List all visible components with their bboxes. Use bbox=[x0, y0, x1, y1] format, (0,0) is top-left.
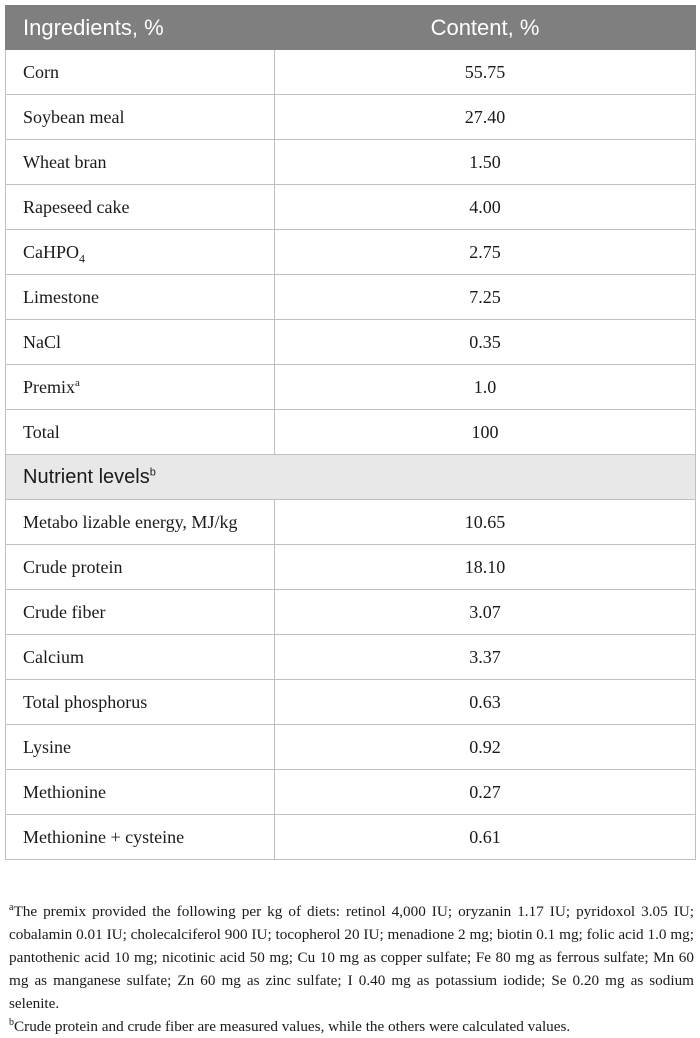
footnote-marker: b bbox=[9, 1016, 14, 1028]
footnote-text: Crude protein and crude fiber are measured values, while the others were calculated values. bbox=[14, 1018, 571, 1035]
footnote-marker: b bbox=[149, 465, 156, 478]
nutrient-value: 0.92 bbox=[275, 725, 696, 770]
ingredient-value: 0.35 bbox=[275, 320, 696, 365]
nutrient-value: 10.65 bbox=[275, 500, 696, 545]
table-row bbox=[6, 590, 696, 635]
table-row bbox=[6, 410, 696, 455]
nutrient-name: Metabo lizable energy, MJ/kg bbox=[6, 500, 275, 545]
header-ingredients: Ingredients, % bbox=[6, 6, 275, 50]
ingredient-name bbox=[6, 365, 275, 410]
ingredient-value: 7.25 bbox=[275, 275, 696, 320]
nutrient-value: 0.63 bbox=[275, 680, 696, 725]
table-row bbox=[6, 275, 696, 320]
footnote-marker: a bbox=[75, 376, 80, 389]
ingredient-value: 100 bbox=[275, 410, 696, 455]
footnote-text: The premix provided the following per kg of diets: retinol 4,000 IU; oryzanin 1.17 IU; pyridoxol 3.05 IU; cobalamin 0.01 IU; cholecalciferol 900 IU; tocopherol 20 IU; menadione 2 mg; biotin 0.1 mg; folic acid 1.0 mg; pantothenic acid 10 mg; nicotinic acid 50 mg; Cu 10 mg as copper sulfate; Fe 80 mg as ferrous sulfate; Mn 60 mg as manganese sulfate; Zn 60 mg as zinc sulfate; I 0.40 mg as potassium iodide; Se 0.20 mg as sodium selenite. bbox=[9, 903, 694, 1012]
ingredient-name: Total bbox=[6, 410, 275, 455]
ingredient-name-text: CaHPO bbox=[23, 241, 80, 262]
table-row bbox=[6, 365, 696, 410]
table-row bbox=[6, 815, 696, 860]
table-row bbox=[6, 635, 696, 680]
ingredient-value: 4.00 bbox=[275, 185, 696, 230]
table-row bbox=[6, 770, 696, 815]
nutrient-value: 3.07 bbox=[275, 590, 696, 635]
table-row bbox=[6, 500, 696, 545]
header-content: Content, % bbox=[275, 6, 696, 50]
section-header-nutrient-levels bbox=[6, 455, 696, 500]
table-row bbox=[6, 680, 696, 725]
nutrient-name: Lysine bbox=[6, 725, 275, 770]
nutrient-name: Crude fiber bbox=[6, 590, 275, 635]
footnote-b bbox=[9, 1015, 694, 1038]
nutrient-name: Methionine + cysteine bbox=[6, 815, 275, 860]
header-row bbox=[6, 6, 696, 50]
ingredient-value: 2.75 bbox=[275, 230, 696, 275]
nutrient-value: 3.37 bbox=[275, 635, 696, 680]
nutrient-value: 0.61 bbox=[275, 815, 696, 860]
table-row bbox=[6, 95, 696, 140]
ingredient-value: 27.40 bbox=[275, 95, 696, 140]
diet-composition-table bbox=[5, 5, 696, 860]
nutrient-name: Crude protein bbox=[6, 545, 275, 590]
table-row bbox=[6, 545, 696, 590]
section-label: Nutrient levels bbox=[23, 465, 150, 488]
ingredient-name bbox=[6, 230, 275, 275]
ingredient-name: Rapeseed cake bbox=[6, 185, 275, 230]
ingredient-name: Wheat bran bbox=[6, 140, 275, 185]
table-body bbox=[6, 50, 696, 860]
table-row bbox=[6, 140, 696, 185]
table-row bbox=[6, 185, 696, 230]
table-header bbox=[6, 6, 696, 50]
subscript: 4 bbox=[79, 251, 86, 266]
footnote-a bbox=[9, 900, 694, 1015]
table-row bbox=[6, 320, 696, 365]
nutrient-value: 18.10 bbox=[275, 545, 696, 590]
nutrient-name: Calcium bbox=[6, 635, 275, 680]
table-row bbox=[6, 50, 696, 95]
ingredient-value: 1.50 bbox=[275, 140, 696, 185]
table-footnotes bbox=[9, 900, 694, 1038]
table-row bbox=[6, 230, 696, 275]
nutrient-name: Total phosphorus bbox=[6, 680, 275, 725]
ingredient-name-text: Premix bbox=[23, 376, 75, 397]
ingredient-name: NaCl bbox=[6, 320, 275, 365]
ingredient-value: 55.75 bbox=[275, 50, 696, 95]
nutrient-value: 0.27 bbox=[275, 770, 696, 815]
section-header-row bbox=[6, 455, 696, 500]
table-row bbox=[6, 725, 696, 770]
ingredient-name: Limestone bbox=[6, 275, 275, 320]
ingredient-name: Soybean meal bbox=[6, 95, 275, 140]
footnote-marker: a bbox=[9, 901, 14, 913]
ingredient-name: Corn bbox=[6, 50, 275, 95]
ingredient-value: 1.0 bbox=[275, 365, 696, 410]
nutrient-name: Methionine bbox=[6, 770, 275, 815]
